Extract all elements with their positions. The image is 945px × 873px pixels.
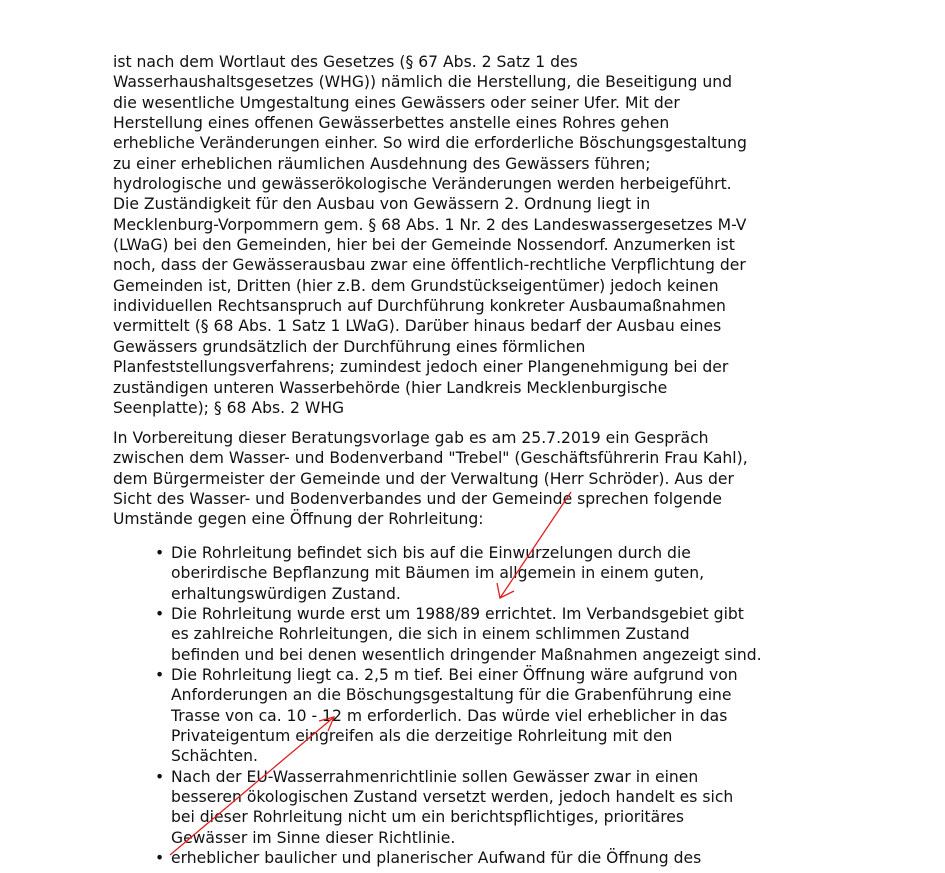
bullet-icon: • [155,605,165,624]
text-line: hydrologische und gewässerökologische Veränderungen werden herbeigeführt. [113,175,732,194]
bullet-icon: • [155,767,165,786]
text-line: zwischen dem Wasser- und Bodenverband "Trebel" (Geschäftsführerin Frau Kahl), [113,449,748,468]
text-line: Die Zuständigkeit für den Ausbau von Gewässern 2. Ordnung liegt in [113,195,651,214]
text-line: Gemeinden ist, Dritten (hier z.B. dem Grundstückseigentümer) jedoch keinen [113,276,719,295]
text-line: zuständigen unteren Wasserbehörde (hier Landkreis Mecklenburgische [113,378,668,397]
text-line: erhaltungswürdigen Zustand. [171,584,401,603]
red-arrow-1 [497,492,571,598]
text-line: besseren ökologischen Zustand versetzt werden, jedoch handelt es sich [171,788,734,807]
text-line: Gewässers grundsätzlich der Durchführung eines förmlichen [113,337,586,356]
text-line: Planfeststellungsverfahrens; zumindest jedoch einer Plangenehmigung bei der [113,358,729,377]
text-line: noch, dass der Gewässerausbau zwar eine öffentlich-rechtliche Verpflichtung der [113,256,746,275]
red-arrow-2 [170,717,334,855]
text-line: In Vorbereitung dieser Beratungsvorlage gab es am 25.7.2019 ein Gespräch [113,429,709,447]
text-line: Anforderungen an die Böschungsgestaltung für die Grabenführung eine [171,686,732,705]
text-line: (LWaG) bei den Gemeinden, hier bei der Gemeinde Nossendorf. Anzumerken ist [113,236,735,255]
text-line: Wasserhaushaltsgesetzes (WHG)) nämlich die Herstellung, die Beseitigung und [113,73,733,92]
text-line: Die Rohrleitung wurde erst um 1988/89 errichtet. Im Verbandsgebiet gibt [171,605,744,624]
text-line: oberirdische Bepflanzung mit Bäumen im allgemein in einem guten, [171,564,705,583]
text-line: Die Rohrleitung liegt ca. 2,5 m tief. Bei einer Öffnung wäre aufgrund von [171,666,738,685]
text-line: bei dieser Rohrleitung nicht um ein berichtspflichtiges, prioritäres [171,808,684,827]
text-line: individuellen Rechtsanspruch auf Durchführung konkreter Ausbaumaßnahmen [113,297,726,316]
text-line: Sicht des Wasser- und Bodenverbandes und der Gemeinde sprechen folgende [113,490,722,509]
bullet-icon: • [155,849,165,868]
text-line: Seenplatte); § 68 Abs. 2 WHG [113,398,345,417]
text-line: Schächten. [171,747,258,766]
text-line: Gewässer im Sinne dieser Richtlinie. [171,828,456,847]
text-line: befinden und bei denen wesentlich dringender Maßnahmen angezeigt sind. [171,645,762,664]
text-line: Herstellung eines offenen Gewässerbettes anstelle eines Rohres gehen [113,114,670,133]
text-line: ist nach dem Wortlaut des Gesetzes (§ 67 Abs. 2 Satz 1 des [113,53,578,71]
text-line: dem Bürgermeister der Gemeinde und der Verwaltung (Herr Schröder). Aus der [113,469,734,488]
text-line: Nach der EU-Wasserrahmenrichtlinie sollen Gewässer zwar in einen [171,767,699,786]
text-line: zu einer erheblichen räumlichen Ausdehnung des Gewässers führen; [113,154,651,173]
bullet-icon: • [155,666,165,685]
text-line: es zahlreiche Rohrleitungen, die sich in einem schlimmen Zustand [171,625,690,644]
text-line: Mecklenburg-Vorpommern gem. § 68 Abs. 1 Nr. 2 des Landeswassergesetzes M-V [113,215,747,234]
text-line: erhebliche Veränderungen einher. So wird die erforderliche Böschungsgestaltung [113,134,747,153]
text-line: die wesentliche Umgestaltung eines Gewässers oder seiner Ufer. Mit der [113,93,680,112]
text-line: Trasse von ca. 10 - 12 m erforderlich. Das würde viel erheblicher in das [171,706,728,725]
text-line: Die Rohrleitung befindet sich bis auf die Einwurzelungen durch die [171,544,691,562]
text-line: Privateigentum eingreifen als die derzeitige Rohrleitung mit den [171,727,673,746]
text-line: erheblicher baulicher und planerischer Aufwand für die Öffnung des [171,849,702,868]
bullet-icon: • [155,544,165,562]
text-line: vermittelt (§ 68 Abs. 1 Satz 1 LWaG). Darüber hinaus bedarf der Ausbau eines [113,317,722,336]
text-line: Umstände gegen eine Öffnung der Rohrleitung: [113,510,484,529]
